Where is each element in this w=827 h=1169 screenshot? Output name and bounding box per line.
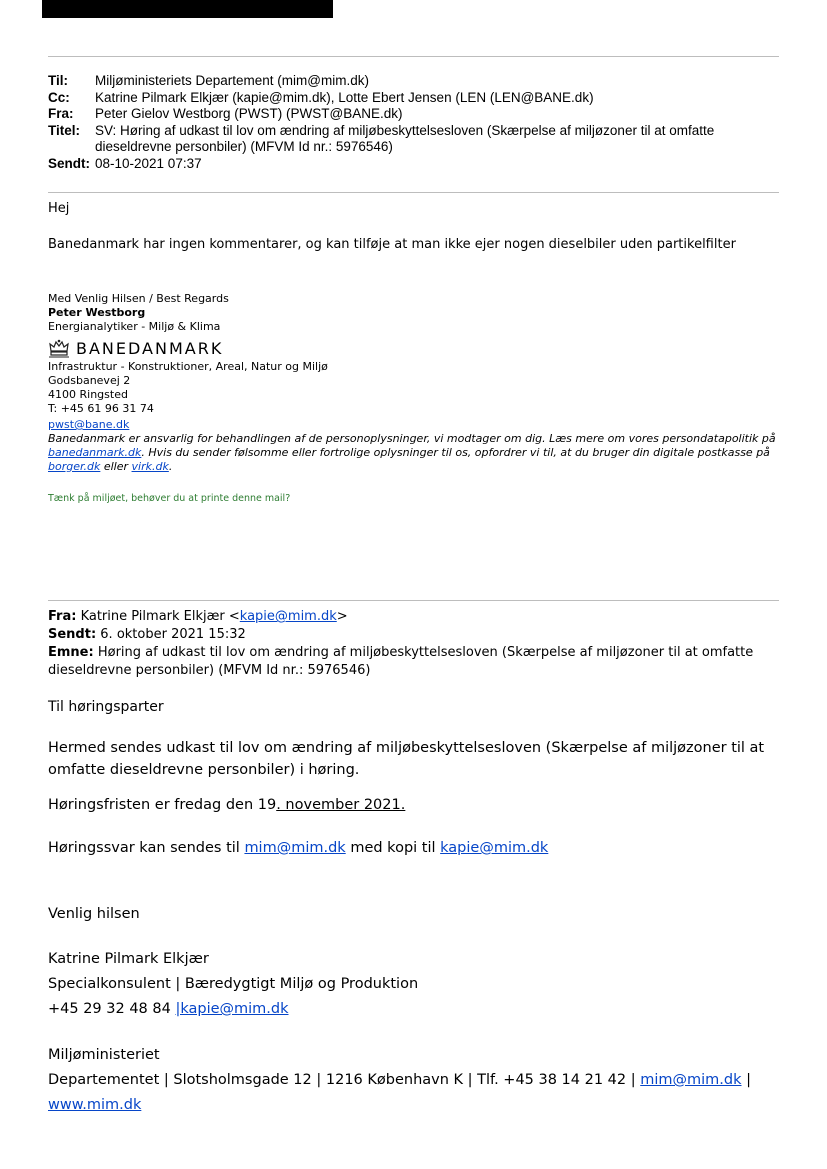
banedanmark-link[interactable]: banedanmark.dk [48,446,142,459]
forwarded-sent-label: Sendt: [48,627,97,642]
signature-phone: T: +45 61 96 31 74 [48,402,154,415]
mim-email-link[interactable]: mim@mim.dk [244,840,346,856]
signature-street: Godsbanevej 2 [48,374,131,387]
forwarded-from-name: Katrine Pilmark Elkjær < [76,609,240,624]
title-row [48,123,788,156]
reply-greeting: Hej [48,201,70,216]
environment-note: Tænk på miljøet, behøver du at printe denne mail? [48,493,291,504]
kapie-email-link[interactable]: kapie@mim.dk [440,840,549,856]
forwarded-header [48,608,788,680]
sender-contact [48,998,788,1020]
sender-name: Katrine Pilmark Elkjær [48,951,209,967]
reply-prefix: Høringssvar kan sendes til [48,840,245,856]
privacy-notice [48,432,788,474]
organization: Miljøministeriet [48,1047,160,1063]
privacy-text-4: . [168,460,173,473]
reply-text: Banedanmark har ingen kommentarer, og kan tilføje at man ikke ejer nogen dieselbiler uden partikelfilter [48,237,736,252]
forwarded-from-label: Fra: [48,609,77,624]
from-row [48,106,788,123]
sender-email-link[interactable]: |kapie@mim.dk [175,1001,289,1017]
signature-regards: Med Venlig Hilsen / Best Regards [48,292,229,305]
sender-phone: +45 29 32 48 84 [48,1001,176,1017]
deadline-date: . november 2021. [276,797,406,813]
from-label: Fra: [48,106,74,121]
reply-mid: med kopi til [345,840,441,856]
redaction-bar [42,0,333,18]
signature-email-link[interactable]: pwst@bane.dk [48,418,130,431]
privacy-text-2: . Hvis du sender følsomme eller fortrolige oplysninger til os, opfordrer vi til, at du bruger din digitale postkasse på [141,446,770,459]
borger-link[interactable]: borger.dk [48,460,101,473]
logo-wordmark: BANEDANMARK [76,339,224,358]
from-value: Peter Gielov Westborg (PWST) (PWST@BANE.dk) [95,106,403,121]
signature-city: 4100 Ringsted [48,388,128,401]
org-address-text: Departementet | Slotsholmsgade 12 | 1216 København K | Tlf. +45 38 14 21 42 | [48,1072,641,1088]
forwarded-paragraph-1: Hermed sendes udkast til lov om ændring af miljøbeskyttelsesloven (Skærpelse af miljøzoner til at omfatte dieseldrevne personbiler) i høring. [48,740,765,778]
signature-block [48,292,788,506]
signature-role: Energianalytiker - Miljø & Klima [48,320,221,333]
forwarded-from-email-link[interactable]: kapie@mim.dk [239,609,337,624]
sent-value: 08-10-2021 07:37 [95,155,202,171]
privacy-text-3: eller [100,460,132,473]
cc-row [48,90,788,107]
forward-divider [48,600,779,601]
deadline-prefix: Høringsfristen er fredag den 19 [48,797,277,813]
top-divider [48,56,779,57]
title-label: Titel: [48,122,81,138]
to-value: Miljøministeriets Departement (mim@mim.dk) [95,73,369,88]
email-header [48,73,788,172]
deadline-line [48,794,788,816]
org-address [48,1069,788,1091]
signature-department: Infrastruktur - Konstruktioner, Areal, Natur og Miljø [48,360,328,373]
sender-title: Specialkonsulent | Bæredygtigt Miljø og Produktion [48,976,419,992]
org-address-end: | [741,1072,752,1088]
banedanmark-logo [48,339,788,359]
forwarded-subject-label: Emne: [48,645,94,660]
header-divider [48,192,779,193]
forwarded-sent [48,626,788,644]
to-label: Til: [48,73,68,88]
closing: Venlig hilsen [48,906,140,922]
forwarded-from-end: > [336,609,348,624]
crown-icon [48,339,70,359]
title-value: SV: Høring af udkast til lov om ændring af miljøbeskyttelsesloven (Skærpelse af miljøzoner til at omfatte dieseldrevne personbiler) (MFVM Id nr.: 5976546) [95,122,715,154]
website-link[interactable]: www.mim.dk [48,1097,142,1113]
cc-value: Katrine Pilmark Elkjær (kapie@mim.dk), Lotte Ebert Jensen (LEN (LEN@BANE.dk) [95,89,594,105]
sent-label: Sendt: [48,155,90,171]
privacy-text-1: Banedanmark er ansvarlig for behandlingen af de personoplysninger, vi modtager om dig. Læs mere om vores persondatapolitik på [48,432,776,445]
signature-name: Peter Westborg [48,306,146,319]
reply-instructions [48,837,788,859]
to-row [48,73,788,90]
forwarded-subject-value: Høring af udkast til lov om ændring af miljøbeskyttelsesloven (Skærpelse af miljøzoner til at omfatte dieseldrevne personbiler) (MFVM Id nr.: 5976546) [48,645,754,678]
to-parties: Til høringsparter [48,699,164,715]
sent-row [48,156,788,173]
forwarded-subject [48,644,788,680]
cc-label: Cc: [48,89,70,105]
virk-link[interactable]: virk.dk [131,460,169,473]
forwarded-from [48,608,788,626]
org-email-link[interactable]: mim@mim.dk [640,1072,742,1088]
forwarded-sent-value: 6. oktober 2021 15:32 [96,627,246,642]
